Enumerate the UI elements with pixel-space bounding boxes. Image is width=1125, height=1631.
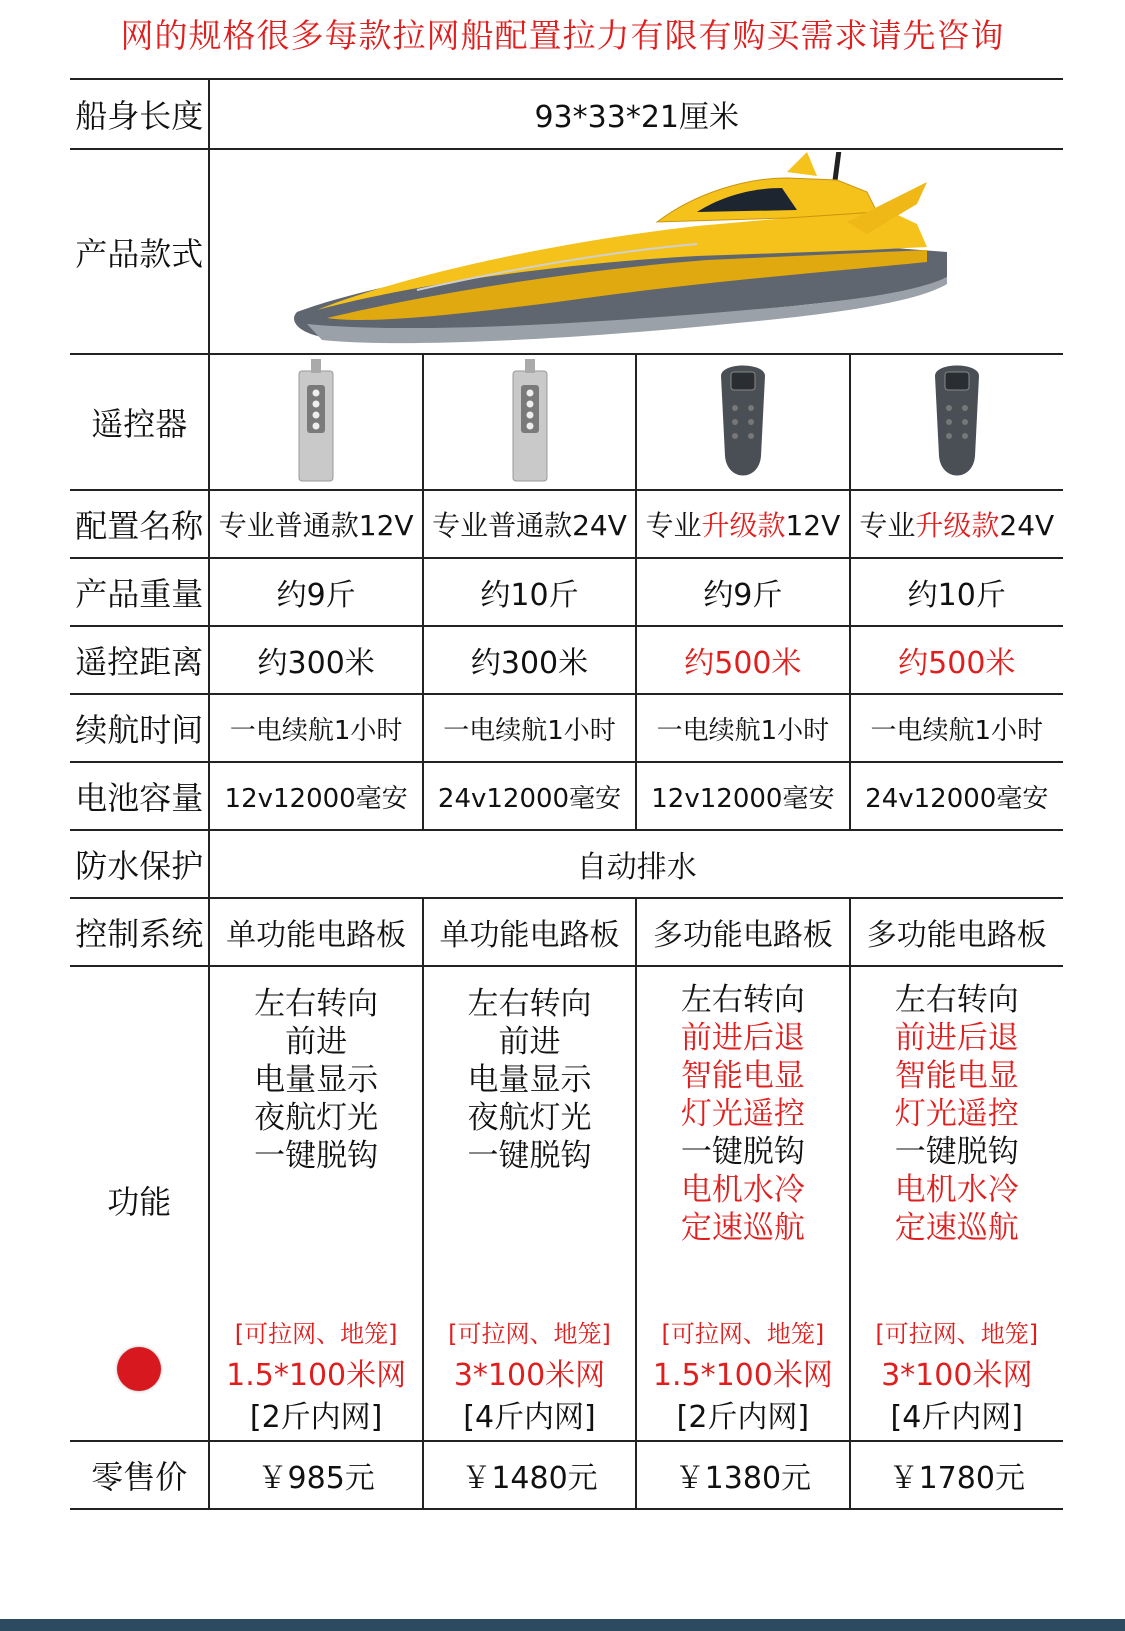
row-function (70, 966, 1063, 1441)
battery-value: 24v12000毫安 (850, 762, 1063, 830)
net-tag: [可拉网、地笼] (875, 1320, 1039, 1348)
feature: 电量显示 (254, 1062, 379, 1098)
remote-upgraded-24v (850, 354, 1063, 490)
endurance-value: 一电续航1小时 (209, 694, 422, 762)
weight-value: 约10斤 (423, 558, 636, 626)
row-label: 船身长度 (75, 97, 204, 135)
row-weight (70, 558, 1063, 626)
key-fob-remote-icon (291, 357, 341, 483)
control-value: 单功能电路板 (209, 898, 422, 966)
feature: 电机水冷 (894, 1172, 1019, 1208)
feature: 一键脱钩 (680, 1134, 805, 1170)
row-label: 遥控距离 (75, 643, 204, 681)
boat-image-cell (209, 149, 1063, 354)
net-capacity: [4斤内网] (463, 1400, 596, 1435)
row-label: 产品重量 (75, 575, 204, 613)
banner-notice: 网的规格很多每款拉网船配置拉力有限有购买需求请先咨询 (120, 16, 1005, 55)
distance-value: 约500米 (850, 626, 1063, 694)
endurance-value: 一电续航1小时 (850, 694, 1063, 762)
hull-length-value: 93*33*21厘米 (209, 79, 1063, 149)
battery-value: 24v12000毫安 (423, 762, 636, 830)
feature: 一键脱钩 (467, 1138, 592, 1174)
net-size: 1.5*100米网 (652, 1358, 833, 1393)
remote-basic-24v (423, 354, 636, 490)
net-capacity: [2斤内网] (249, 1400, 383, 1435)
row-label: 电池容量 (75, 779, 204, 817)
function-cell (636, 966, 849, 1441)
row-control (70, 898, 1063, 966)
net-capacity: [2斤内网] (676, 1400, 810, 1435)
net-tag: [可拉网、地笼] (234, 1320, 398, 1348)
price-value: ￥1380元 (636, 1441, 849, 1509)
feature: 灯光遥控 (680, 1096, 805, 1132)
feature: 智能电显 (680, 1058, 805, 1094)
distance-value: 约500米 (636, 626, 849, 694)
row-battery (70, 762, 1063, 830)
feature: 前进 (285, 1024, 348, 1060)
row-label: 防水保护 (75, 847, 204, 885)
control-value: 多功能电路板 (850, 898, 1063, 966)
net-size: 3*100米网 (453, 1358, 606, 1393)
config-name: 专业普通款12V (209, 490, 422, 558)
config-name: 专业升级款12V (636, 490, 849, 558)
function-cell (209, 966, 422, 1441)
config-name: 专业普通款24V (423, 490, 636, 558)
price-value: ￥1780元 (850, 1441, 1063, 1509)
feature: 一键脱钩 (254, 1138, 379, 1174)
feature: 前进 (498, 1024, 561, 1060)
row-label: 遥控器 (91, 405, 188, 443)
row-label: 续航时间 (75, 711, 204, 749)
battery-value: 12v12000毫安 (636, 762, 849, 830)
feature: 电机水冷 (680, 1172, 805, 1208)
row-endurance (70, 694, 1063, 762)
row-label: 配置名称 (75, 507, 204, 545)
row-label: 功能 (107, 1183, 172, 1221)
feature: 左右转向 (894, 982, 1019, 1018)
row-label: 零售价 (91, 1458, 188, 1496)
battery-value: 12v12000毫安 (209, 762, 422, 830)
row-label: 控制系统 (75, 915, 204, 953)
feature: 定速巡航 (680, 1210, 805, 1246)
feature: 灯光遥控 (894, 1096, 1019, 1132)
net-tag: [可拉网、地笼] (448, 1320, 611, 1348)
function-cell (423, 966, 636, 1441)
feature: 电量显示 (467, 1062, 592, 1098)
weight-value: 约9斤 (636, 558, 849, 626)
row-label: 产品款式 (75, 234, 204, 273)
control-value: 多功能电路板 (636, 898, 849, 966)
row-price (70, 1441, 1063, 1509)
row-style (70, 149, 1063, 354)
endurance-value: 一电续航1小时 (636, 694, 849, 762)
control-value: 单功能电路板 (423, 898, 636, 966)
waterproof-value: 自动排水 (209, 830, 1063, 898)
feature: 定速巡航 (894, 1210, 1019, 1246)
endurance-value: 一电续航1小时 (423, 694, 636, 762)
net-capacity: [4斤内网] (890, 1400, 1024, 1435)
feature: 夜航灯光 (467, 1100, 592, 1136)
feature: 左右转向 (254, 986, 379, 1022)
price-value: ￥1480元 (423, 1441, 636, 1509)
feature: 夜航灯光 (254, 1100, 379, 1136)
row-waterproof (70, 830, 1063, 898)
spec-table (70, 78, 1063, 1510)
feature: 左右转向 (680, 982, 805, 1018)
weight-value: 约9斤 (209, 558, 422, 626)
weight-value: 约10斤 (850, 558, 1063, 626)
key-fob-remote-icon (505, 357, 555, 483)
feature: 前进后退 (680, 1020, 805, 1056)
function-cell (850, 966, 1063, 1441)
price-value: ￥985元 (209, 1441, 422, 1509)
feature: 前进后退 (894, 1020, 1019, 1056)
function-label-cell (70, 966, 209, 1441)
net-size: 1.5*100米网 (226, 1358, 407, 1393)
red-dot-icon (117, 1347, 161, 1391)
feature: 左右转向 (467, 986, 592, 1022)
distance-value: 约300米 (423, 626, 636, 694)
feature: 一键脱钩 (894, 1134, 1019, 1170)
boat-image (227, 152, 1047, 352)
footer-bar (0, 1619, 1125, 1631)
distance-value: 约300米 (209, 626, 422, 694)
row-hull-length (70, 79, 1063, 149)
net-tag: [可拉网、地笼] (661, 1320, 825, 1348)
remote-basic-12v (209, 354, 422, 490)
row-config (70, 490, 1063, 558)
feature: 智能电显 (894, 1058, 1019, 1094)
row-distance (70, 626, 1063, 694)
handheld-remote-icon (711, 356, 775, 484)
row-remote (70, 354, 1063, 490)
config-name: 专业升级款24V (850, 490, 1063, 558)
net-size: 3*100米网 (881, 1358, 1033, 1393)
handheld-remote-icon (925, 356, 989, 484)
remote-upgraded-12v (636, 354, 849, 490)
